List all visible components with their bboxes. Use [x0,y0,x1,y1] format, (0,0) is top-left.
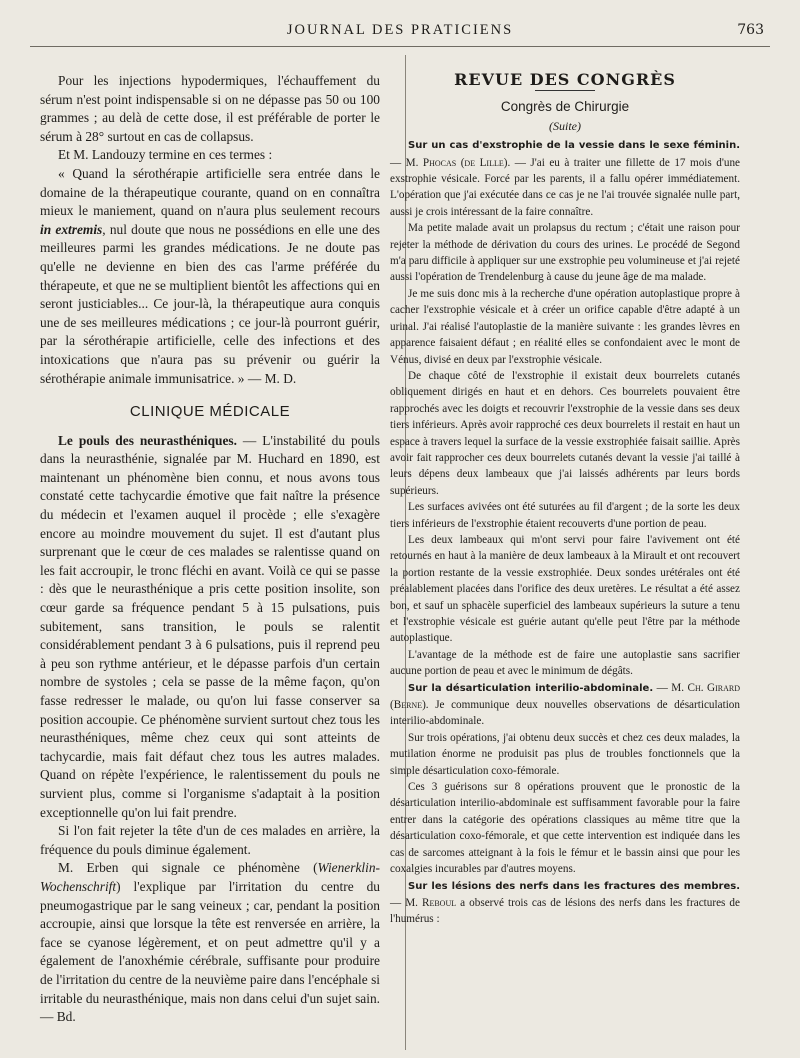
paragraph: Ma petite malade avait un prolapsus du rectum ; c'était une raison pour rejeter la méthode de dérivation du cours des urines. Le procédé de Segond m'a paru difficile à appliquer sur une exstrophie peu volumineuse et j'ai rejeté aussi l'opération de Trendelenburg à cause du jeune âge de ma malade. [390,222,740,284]
text-span: ) l'explique par l'irritation du centre du pneumogastrique par le sang veineux ; car, pendant la position accroupie, ainsi que lorsque la tête est renversée en arrière, la face se cyanose légèrement, et on peut admettre qu'il y a également de l'anoxhémie cérébrale, suffisante pour produire de l'irritation du centre de la neuvième paire dans l'encéphale si irritable du neurasthénique, mais non dans celui d'un sujet sain. — Bd. [40,878,380,1025]
text-span: « Quand la sérothérapie artificielle sera entrée dans le domaine de la thérapeutique courante, quand on en connaîtra mieux le maniement, quand on n'aura plus seulement recours [40,165,380,219]
article-title: Sur la désarticulation interilio-abdominale. [408,682,654,694]
text-span: Je communique deux nouvelles observations de désarticulation interilio-abdominale. [390,699,740,728]
paragraph: De chaque côté de l'exstrophie il existait deux bourrelets cutanés obliquement dirigés en haut et en dehors. Ces bourrelets pouvaient être rapprochés avec les doigts et recouvrir l'exstrophie de la vessie dans ses deux tiers inférieurs. Après avoir rapproché ces deux bourrelets il restait en haut un espace à travers lequel la surface de la vessie exstrophiée faisait saillie. Après avoir fait rapprocher ces deux bourrelets cutanés devant la vessie j'ai taillé à leurs dépens deux lambeaux que j'ai laissés adhérents par leurs bords supérieurs. [390,369,740,497]
paragraph: Je me suis donc mis à la recherche d'une opération autoplastique propre à cacher l'exstrophie vésicale et à créer un orifice capable d'être adapté à un urinal. J'ai réalisé l'autoplastie de la manière suivante : les grandes lèvres en apparence faisaient défaut ; en réalité elles se confondaient avec le mont de Vénus, divisé en deux par l'exstrophie vésicale. [390,287,740,366]
article-paragraph [390,878,740,928]
text-span: — L'instabilité du pouls dans la neurasthénie, signalée par M. Huchard en 1890, est maintenant un phénomène bien connu, et nous avons tous constaté cette tachycardie émotive que fait naître la présence du médecin et l'examen auquel il procède ; elle s'exagère encore au moindre mouvement du sujet. Il est d'autant plus surprenant que le cœur de ces malades se ralentisse quand on les fait accroupir, le tronc fléchi en avant. Voilà ce qui se passe : dès que le neurasthénique a pris cette position insolite, son cœur garde sa fréquence pendant 5 à 15 pulsations, puis subitement, sans transition, le pouls se ralentit considérablement pendant 3 à 6 pulsations, puis il reprend peu à peu son rythme antérieur, et le dépasse parfois d'un certain nombre de systoles ; cela se passe de la même façon, qu'on fasse redresser le malade, ou qu'on lui fasse conserver sa position accoupie. Ce phénomène survient surtout chez tous les neurasthéniques, même chez ceux qui sont atteints de tachycardie, mais fait défaut chez tous les autres malades. Quand on répète l'expérience, le ralentissement du pouls ne survient plus, comme si l'organisme s'adaptait à la position exceptionnelle qu'on lui fait prendre. [40,432,380,820]
quote-paragraph [40,165,380,388]
journal-title: JOURNAL DES PRATICIENS [286,22,514,38]
running-header [30,18,770,40]
suite-label: (Suite) [549,118,581,133]
paragraph: Pour les injections hypodermiques, l'échauffement du sérum n'est point indispensable si on ne dépasse pas 50 ou 100 grammes ; au delà de cette dose, il est préférable de porter le sérum à 28° surtout en cas de collapsus. [40,73,380,144]
section-title: CLINIQUE MÉDICALE [129,403,291,421]
paragraph: L'avantage de la méthode est de faire une autoplastie sans sacrifier aucune portion de peau et avec le minimum de dégâts. [390,648,740,678]
page-number: 763 [737,22,764,38]
paragraph: Sur trois opérations, j'ai obtenu deux succès et chez ces deux malades, la mutilation énorme ne produisit pas plus de troubles fonctionnels que la simple désarticulation coxo-fémorale. [390,731,740,777]
section-title: REVUE DES CONGRÈS [454,70,676,89]
author: — M. Phocas (de Lille). [390,156,511,169]
left-column [40,72,380,1027]
title-rule [535,90,595,91]
article-title: Sur un cas d'exstrophie de la vessie dans le sexe féminin. [408,140,740,152]
author: — M. Ch. Girard (Berne). [390,681,740,712]
paragraph: Les deux lambeaux qui m'ont servi pour faire l'avivement ont été retournés en haut à la manière de deux lambeaux à la Mirault et ont recouvert la portion restante de la vessie exstrophiée. Deux sondes urétérales ont été préalablement placées dans l'orifice des deux uretères. Le résultat a été assez bon, et sauf un sphacèle superficiel des lambeaux supérieurs la suture a tenu et l'exstrophie vésicale est guérie autant qu'elle peut l'être par la méthode autoplastique. [390,533,740,645]
article-paragraph [390,680,740,730]
article-paragraph [390,137,740,220]
author: — M. Reboul [390,896,457,909]
article-paragraph [40,432,380,822]
paragraph: Ces 3 guérisons sur 8 opérations prouvent que le pronostic de la désarticulation interilio-abdominale est suffisamment favorable pour la faire entrer dans la catégorie des opérations classiques au même titre que la désarticulation coxo-fémorale, et que cette intervention est indiquée dans les cas de sarcomes atteignant à la fois le fémur et le bassin ainsi que pour les coxalgies incurables par d'autres moyens. [390,781,740,876]
italic-span: Wienerklin-Wochenschrift [40,860,380,894]
text-span: — J'ai eu à traiter une fillette de 17 mois d'une exstrophie vésicale. Forcé par les parents, il a fallu opérer immédiatement. L'opération que j'ai exécutée dans ce cas je ne l'ai trouvée signalée nulle part, aussi je crois intéressant de la faire connaître. [390,156,741,218]
article-title: Le pouls des neurasthéniques. [58,432,237,448]
article-title: Sur les lésions des nerfs dans les fractures des membres. [408,880,740,892]
paragraph: Les surfaces avivées ont été suturées au fil d'argent ; de la sorte les deux tiers inférieurs de l'exstrophie étaient recouverts d'une portion de peau. [390,501,740,530]
text-span: , nul doute que nous ne possédions en elle une des meilleures parmi les grandes médications. Je ne doute pas qu'elle ne devienne en bien des cas l'arme préférée du thérapeute, et que ne se multiplient bientôt les affections qui en seront justiciables... Ce jour-là, la thérapeutique aura conquis une de ses meilleures médications ; ce jour-là pourront guérir, par la sérothérapie artificielle, celle des infections et des intoxications que n'aura pas su prévenir ou guérir la sérothérapie animale immunisatrice. » — M. D. [40,221,380,386]
header-rule [30,46,770,47]
italic-span: in extremis [40,221,103,237]
right-column [390,64,740,928]
paragraph [40,859,380,1026]
congress-title: Congrès de Chirurgie [500,99,630,115]
text-span: M. Erben qui signale ce phénomène ( [58,860,318,876]
paragraph: Si l'on fait rejeter la tête d'un de ces malades en arrière, la fréquence du pouls diminue également. [40,823,380,857]
text-span: a observé trois cas de lésions des nerfs dans les fractures de l'humérus : [390,896,740,926]
paragraph: Et M. Landouzy termine en ces termes : [58,147,273,163]
